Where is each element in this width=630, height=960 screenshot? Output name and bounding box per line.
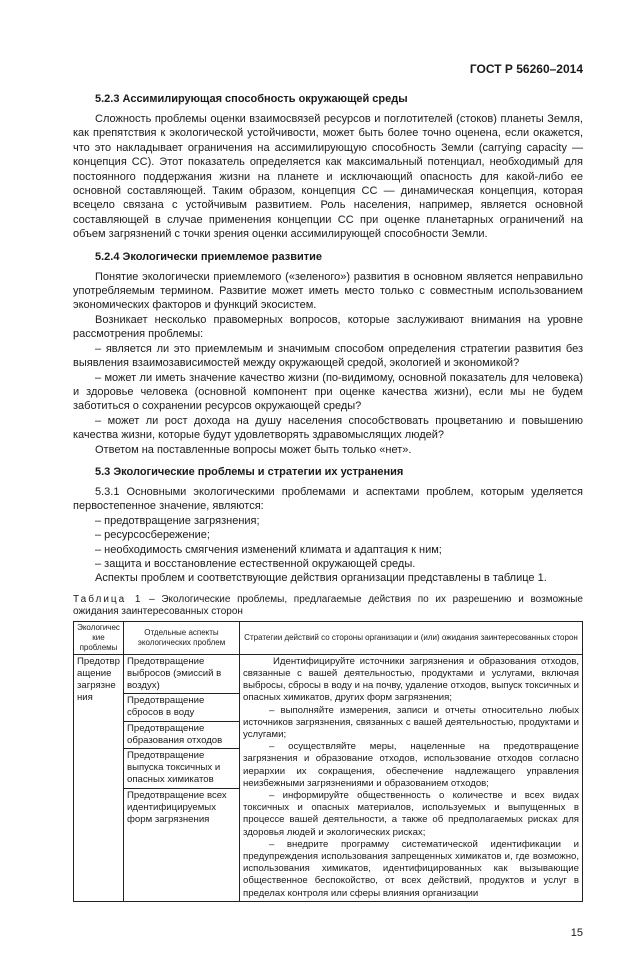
page-number: 15 [570,926,583,939]
section-5-2-3-body [73,112,583,242]
document-id: ГОСТ Р 56260–2014 [469,62,583,76]
strategy-item: Идентифицируйте источники загрязнения и образования отходов, связанные с вашей деятельностью, продуктами и услугами, включая выбросы, сбросы в воду и на почву, удаление отходов, выпуск токсичных и опасных химикатов, других форм загрязнения; [243,655,579,704]
section-5-2-4-body [73,270,583,457]
list-item: – может ли рост дохода на душу населения способствовать процветанию и повышению качества жизни, которые будут удовлетворять здравомыслящих людей? [73,414,583,442]
heading-5-2-4: 5.2.4 Экологически приемлемое развитие [95,250,323,263]
paragraph: Аспекты проблем и соответствующие действия организации представлены в таблице 1. [95,572,547,585]
paragraph: Ответом на поставленные вопросы может быть только «нет». [95,443,412,456]
column-header: Экологические проблемы [74,621,124,654]
table-caption-label: Таблица 1 [73,593,143,605]
strategy-item: – осуществляйте меры, нацеленные на предотвращение загрязнения и образование отходов, использование отходов согласно иерархии их сокращения, обеспечение надлежащего управления неизбежными загрязнениями и образованием отходов; [243,741,579,789]
problem-cell: Предотвращение загрязнения [74,654,124,901]
list-item: – является ли это приемлемым и значимым способом определения стратегии развития без выявления взаимозависимостей между окружающей средой, экологией и экономикой? [73,342,583,370]
table-header-row [74,621,583,654]
aspect-cell: Предотвращение образования отходов [124,721,240,748]
strategy-item: – выполняйте измерения, записи и отчеты относительно любых источников загрязнения, связанных с вашей деятельностью, продуктами и услугами; [243,704,579,740]
aspect-cell: Предотвращение сбросов в воду [124,694,240,721]
list-item: – предотвращение загрязнения; [95,514,260,527]
paragraph: Понятие экологически приемлемого («зеленого») развития в основном является неправильно употребляемым термином. Развитие может иметь место только с совместным использованием экономических факторов и функций экосистем. [73,270,583,312]
strategies-cell [240,654,583,901]
strategy-item: – внедрите программу систематической идентификации и предупреждения использования запрещенных химикатов и, где возможно, использования химикатов, идентифицированных как вызывающие общественное беспокойство, от всех действий, продуктов и услуг в пределах контроля или сферы влияния организации [243,838,579,899]
table-caption [73,594,583,619]
table-row [74,654,583,694]
strategy-item: – информируйте общественность о количестве и всех видах токсичных и опасных материалов, используемых и выпущенных в процессе вашей деятельности, а также об предполагаемых рисках для здоровья людей и экологических рисках; [243,790,579,838]
section-5-3-body [73,485,583,586]
heading-5-3: 5.3 Экологические проблемы и стратегии их устранения [95,465,404,478]
paragraph: Сложность проблемы оценки взаимосвязей ресурсов и поглотителей (стоков) планеты Земля, как препятствия к экологической устойчивости, может быть более точно оценена, если окажется, что это накладывает ограничения на ассимилирующую способность Земли (carrying capacity — концепция СС). Этот показатель определяется как максимальный потенциал, необходимый для постоянного поддержания жизни на планете и исключающий опасность для какой-либо ее основной составляющей. Таким образом, концепция СС — динамическая концепция, которая всецело связана с устойчивым развитием. Роль населения, например, является основной составляющей в случае применения концепции СС при оценке планетарных ограничений на объем загрязнений с точки зрения оценки ассимилирующей способности Земли. [73,113,583,241]
column-header: Отдельные аспекты экологических проблем [124,621,240,654]
aspect-cell: Предотвращение выбросов (эмиссий в воздух) [124,654,240,694]
list-item: – ресурсосбережение; [95,529,210,542]
paragraph: Возникает несколько правомерных вопросов, которые заслуживают внимания на уровне рассмотрения проблемы: [73,313,583,341]
list-item: – может ли иметь значение качество жизни (по-видимому, основной показатель для человека) и здоровье человека (основной компонент при оценке качества жизни), если мы не будем заботиться о сохранении ресурсов окружающей среды? [73,371,583,413]
list-item: – необходимость смягчения изменений климата и адаптация к ним; [95,543,442,556]
paragraph: 5.3.1 Основными экологическими проблемами и аспектами проблем, которым уделяется первостепенное значение, являются: [73,485,583,513]
aspect-cell: Предотвращение всех идентифицируемых форм загрязнения [124,788,240,901]
list-item: – защита и восстановление естественной окружающей среды. [95,557,416,570]
table-caption-text: – Экологические проблемы, предлагаемые действия по их разрешению и возможные ожидания заинтересованных сторон [73,593,583,618]
table-1 [73,621,583,902]
aspect-cell: Предотвращение выпуска токсичных и опасных химикатов [124,749,240,789]
column-header: Стратегии действий со стороны организации и (или) ожидания заинтересованных сторон [240,621,583,654]
heading-5-2-3: 5.2.3 Ассимилирующая способность окружающей среды [95,93,408,105]
